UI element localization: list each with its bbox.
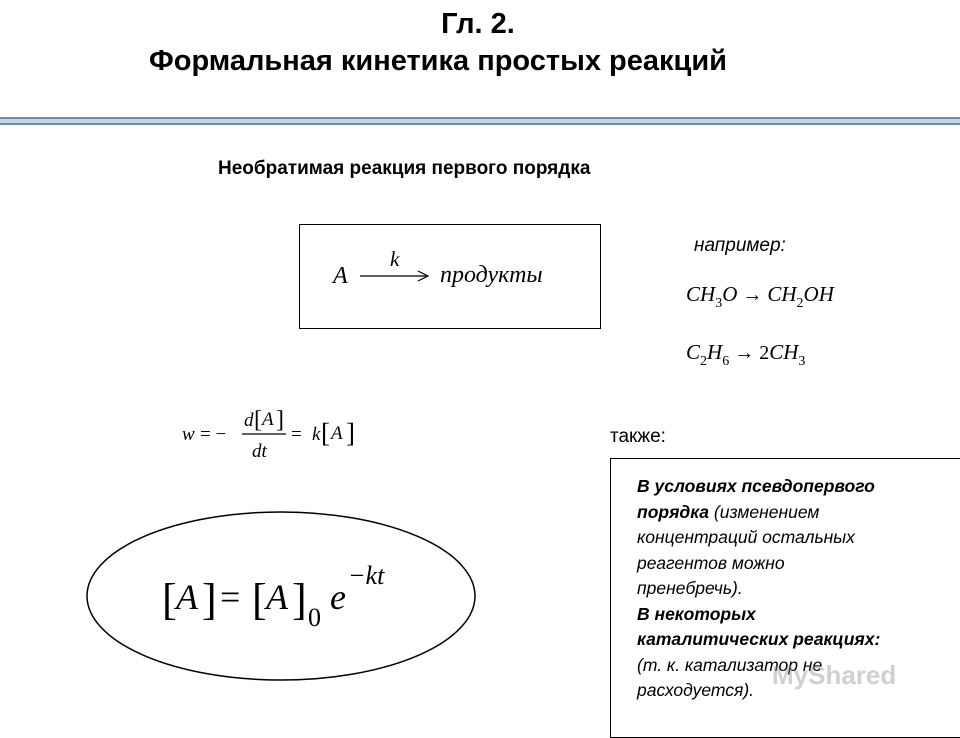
example-reactions <box>680 275 910 375</box>
note-line-2-rest: (изменением <box>709 501 820 522</box>
header-divider <box>0 117 960 125</box>
numerator-bracket-close: ] <box>276 407 284 433</box>
note-line-4: реагентов можно <box>637 552 785 573</box>
lhs-species: A <box>176 577 198 617</box>
exponential-base: e <box>330 577 346 617</box>
example-reaction-2: $C_2H_6 \to 2CH_3$ <box>686 340 806 369</box>
scheme-product: продукты <box>440 262 543 288</box>
chapter-label: Гл. 2. <box>441 8 515 40</box>
initial-subscript: 0 <box>308 603 321 632</box>
example-reaction-1: $CH_3O \to CH_2OH$ <box>686 282 834 311</box>
examples-label: например: <box>694 235 786 256</box>
note-line-9: расходуется). <box>637 680 755 700</box>
rhs-species: A <box>331 423 343 444</box>
rhs-bracket-open: [ <box>321 418 330 448</box>
rate-law-equation <box>170 395 380 470</box>
pseudo-first-order-note <box>610 458 960 738</box>
rate-constant: k <box>312 424 321 445</box>
section-title: Необратимая реакция первого порядка <box>218 158 591 179</box>
numerator-species: A <box>262 409 274 430</box>
note-line-5: пренебречь). <box>637 578 743 598</box>
rate-symbol: w <box>182 424 195 445</box>
scheme-reactant: A <box>333 263 348 289</box>
note-line-1: В условиях псевдопервого <box>637 476 875 496</box>
note-line-7: каталитических реакциях: <box>637 629 881 649</box>
numerator-bracket-open: [ <box>254 407 262 433</box>
exponent: −kt <box>348 561 385 590</box>
note-line-2-bold: порядка <box>637 501 710 522</box>
lhs-bracket-close: ] <box>202 575 217 624</box>
note-line-3: концентраций остальных <box>637 527 855 547</box>
note-line-6: В некоторых <box>637 603 756 624</box>
page-title: Формальная кинетика простых реакций <box>148 45 728 77</box>
note-line-2 <box>637 500 955 526</box>
reaction-scheme-box <box>299 224 601 329</box>
initial-species: A <box>266 577 288 617</box>
fraction-numerator: d <box>244 410 254 431</box>
equals-sign: = <box>291 424 302 445</box>
solution-equals: = <box>220 577 241 617</box>
rhs-bracket-close: ] <box>346 418 355 448</box>
also-label: также: <box>610 426 666 447</box>
initial-bracket-close: ] <box>292 575 307 624</box>
reaction-scheme <box>300 225 602 330</box>
scheme-rate-constant: k <box>390 247 400 271</box>
initial-bracket-open: [ <box>252 575 267 624</box>
equals-minus: = − <box>200 424 227 445</box>
watermark: MyShared <box>772 660 897 690</box>
fraction-denominator: dt <box>252 441 267 462</box>
note-line-8: (т. к. катализатор не <box>637 654 823 675</box>
solution-ellipse <box>84 508 480 684</box>
lhs-bracket-open: [ <box>162 575 177 624</box>
